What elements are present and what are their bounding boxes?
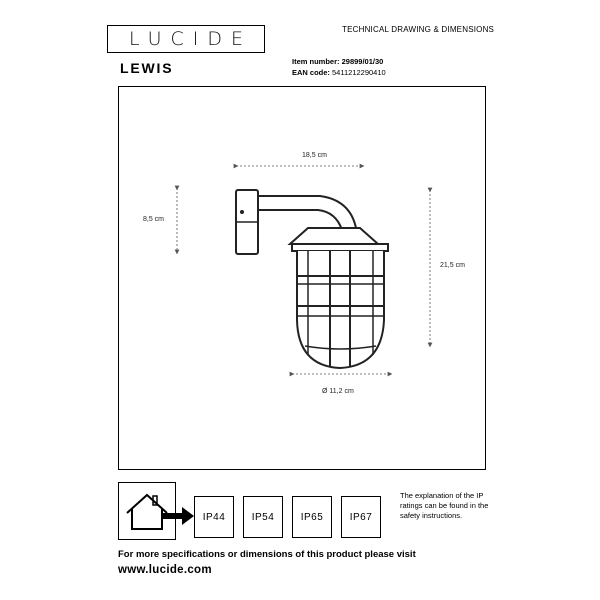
document-title: TECHNICAL DRAWING & DIMENSIONS [342, 25, 495, 34]
diameter-label: Ø 11,2 cm [322, 388, 354, 395]
ip-rating-ip44: IP44 [194, 496, 234, 538]
arrow-right-icon [162, 506, 196, 526]
item-number-label: Item number: [292, 57, 340, 66]
ip-ratings-note: The explanation of the IP ratings can be found in the safety instructions. [400, 491, 489, 520]
width-label: 18,5 cm [302, 152, 327, 159]
ip-rating-ip54: IP54 [243, 496, 283, 538]
product-name: LEWIS [120, 60, 174, 76]
arm-height-label: 8,5 cm [143, 216, 165, 223]
lamp-outline [236, 190, 388, 368]
footer-url-link[interactable]: www.lucide.com [118, 564, 212, 576]
ip-rating-ip67: IP67 [341, 496, 381, 538]
brand-logo-text: LUCIDE [128, 28, 253, 50]
item-number-value: 29899/01/30 [341, 57, 384, 66]
footer-text: For more specifications or dimensions of this product please visit [118, 549, 416, 560]
ip-rating-ip65: IP65 [292, 496, 332, 538]
ean-label: EAN code: [292, 68, 330, 77]
total-height-label: 21,5 cm [440, 262, 465, 269]
ean-value: 5411212290410 [332, 68, 386, 77]
